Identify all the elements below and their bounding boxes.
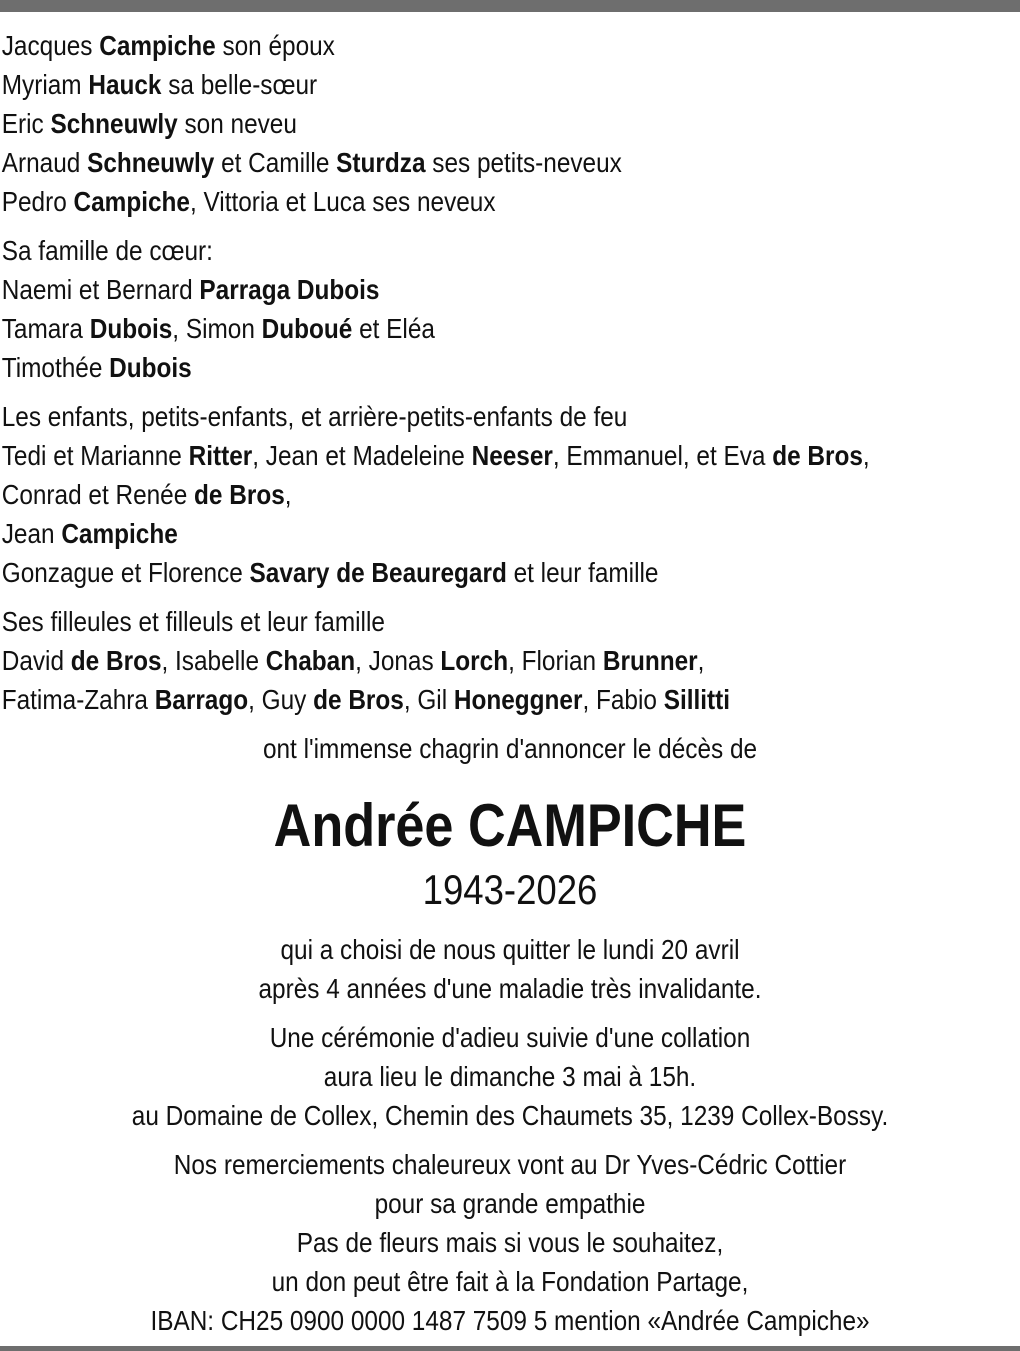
family-line xyxy=(0,270,887,309)
family-surname: Parraga Dubois xyxy=(199,274,380,305)
family-text: , Fabio xyxy=(582,684,664,715)
family-line xyxy=(0,475,887,514)
family-block xyxy=(0,397,1020,592)
family-surname: Brunner xyxy=(602,645,698,676)
family-text: , Isabelle xyxy=(161,645,266,676)
family-surname: Ritter xyxy=(188,440,253,471)
family-text: Tedi et Marianne xyxy=(1,440,189,471)
family-text: et Camille xyxy=(214,147,337,178)
family-surname: Sillitti xyxy=(663,684,731,715)
family-text: , Emmanuel, et Eva xyxy=(552,440,773,471)
family-line xyxy=(0,641,887,680)
family-text: Tamara xyxy=(1,313,90,344)
family-surname: Barrago xyxy=(154,684,249,715)
family-line xyxy=(0,104,887,143)
family-text: , Guy xyxy=(248,684,314,715)
family-surname: Schneuwly xyxy=(87,147,215,178)
family-surname: Dubois xyxy=(109,352,192,383)
family-surname: Schneuwly xyxy=(50,108,178,139)
family-text: Myriam xyxy=(1,69,89,100)
details-line: au Domaine de Collex, Chemin des Chaumets 35, 1239 Collex-Bossy. xyxy=(131,1100,889,1131)
family-text: Pedro xyxy=(1,186,74,217)
family-text: sa belle-sœur xyxy=(161,69,318,100)
family-text: , Gil xyxy=(403,684,454,715)
details-line: après 4 années d'une maladie très invalidante. xyxy=(258,973,762,1004)
family-text: , xyxy=(862,440,870,471)
family-surname: Sturdza xyxy=(336,147,426,178)
family-text: et Eléa xyxy=(352,313,435,344)
family-surname: Campiche xyxy=(73,186,190,217)
family-line xyxy=(0,553,887,592)
details-line: pour sa grande empathie xyxy=(374,1188,646,1219)
family-surname: Savary de Beauregard xyxy=(249,557,507,588)
family-text: Naemi et Bernard xyxy=(1,274,200,305)
details-list xyxy=(0,930,1020,1340)
deceased-years: 1943-2026 xyxy=(422,866,598,913)
family-line xyxy=(0,309,887,348)
family-surname: Hauck xyxy=(88,69,162,100)
family-list xyxy=(0,26,1020,719)
family-line xyxy=(0,231,887,270)
family-text: , xyxy=(284,479,292,510)
family-line xyxy=(0,680,887,719)
family-block xyxy=(0,26,1020,221)
family-block xyxy=(0,602,1020,719)
family-text: ses petits-neveux xyxy=(425,147,622,178)
family-line xyxy=(0,436,887,475)
family-text: David xyxy=(1,645,71,676)
announcement-block xyxy=(0,729,1020,768)
family-surname: de Bros xyxy=(70,645,162,676)
family-surname: Campiche xyxy=(99,30,216,61)
family-line xyxy=(0,397,887,436)
family-text: Conrad et Renée xyxy=(1,479,195,510)
top-rule xyxy=(0,0,1020,12)
family-line xyxy=(0,26,887,65)
death-notice xyxy=(0,26,1020,1350)
details-line: un don peut être fait à la Fondation Partage, xyxy=(271,1266,749,1297)
details-block xyxy=(0,1145,1020,1340)
details-block xyxy=(0,1018,1020,1135)
family-surname: de Bros xyxy=(194,479,285,510)
family-text: Timothée xyxy=(1,352,110,383)
family-text: , Vittoria et Luca ses neveux xyxy=(189,186,496,217)
family-text: Jean xyxy=(1,518,62,549)
details-block xyxy=(0,930,1020,1008)
family-surname: Duboué xyxy=(261,313,353,344)
deceased-name: Andrée CAMPICHE xyxy=(273,792,747,859)
family-surname: Honeggner xyxy=(453,684,583,715)
family-text: et leur famille xyxy=(506,557,659,588)
family-line xyxy=(0,602,887,641)
details-line: Une cérémonie d'adieu suivie d'une collation xyxy=(269,1022,751,1053)
family-surname: Lorch xyxy=(440,645,509,676)
details-line: Pas de fleurs mais si vous le souhaitez, xyxy=(296,1227,724,1258)
family-block xyxy=(0,231,1020,387)
family-surname: de Bros xyxy=(772,440,863,471)
family-surname: Neeser xyxy=(471,440,553,471)
family-surname: de Bros xyxy=(313,684,404,715)
family-text: , Simon xyxy=(172,313,262,344)
family-line xyxy=(0,65,887,104)
details-line: aura lieu le dimanche 3 mai à 15h. xyxy=(323,1061,697,1092)
family-text: , Jean et Madeleine xyxy=(252,440,472,471)
details-line: IBAN: CH25 0900 0000 1487 7509 5 mention «Andrée Campiche» xyxy=(150,1305,870,1336)
family-surname: Dubois xyxy=(89,313,173,344)
family-text: , Jonas xyxy=(355,645,441,676)
family-text: Arnaud xyxy=(1,147,88,178)
family-text: Sa famille de cœur: xyxy=(1,235,213,266)
announcement-text: ont l'immense chagrin d'annoncer le décès de xyxy=(262,733,758,764)
family-text: Gonzague et Florence xyxy=(1,557,250,588)
family-surname: Chaban xyxy=(265,645,356,676)
family-line xyxy=(0,182,887,221)
family-text: son neveu xyxy=(177,108,297,139)
family-line xyxy=(0,143,887,182)
family-text: , xyxy=(697,645,705,676)
family-text: son époux xyxy=(215,30,335,61)
family-surname: Campiche xyxy=(61,518,178,549)
family-line xyxy=(0,348,887,387)
family-text: , Florian xyxy=(508,645,603,676)
family-text: Fatima-Zahra xyxy=(1,684,155,715)
bottom-rule xyxy=(0,1346,1020,1351)
family-text: Jacques xyxy=(1,30,100,61)
family-line xyxy=(0,514,887,553)
details-line: Nos remerciements chaleureux vont au Dr Yves-Cédric Cottier xyxy=(173,1149,847,1180)
family-text: Eric xyxy=(1,108,51,139)
family-text: Les enfants, petits-enfants, et arrière-petits-enfants de feu xyxy=(1,401,628,432)
family-text: Ses filleules et filleuls et leur famille xyxy=(1,606,385,637)
details-line: qui a choisi de nous quitter le lundi 20 avril xyxy=(280,934,740,965)
